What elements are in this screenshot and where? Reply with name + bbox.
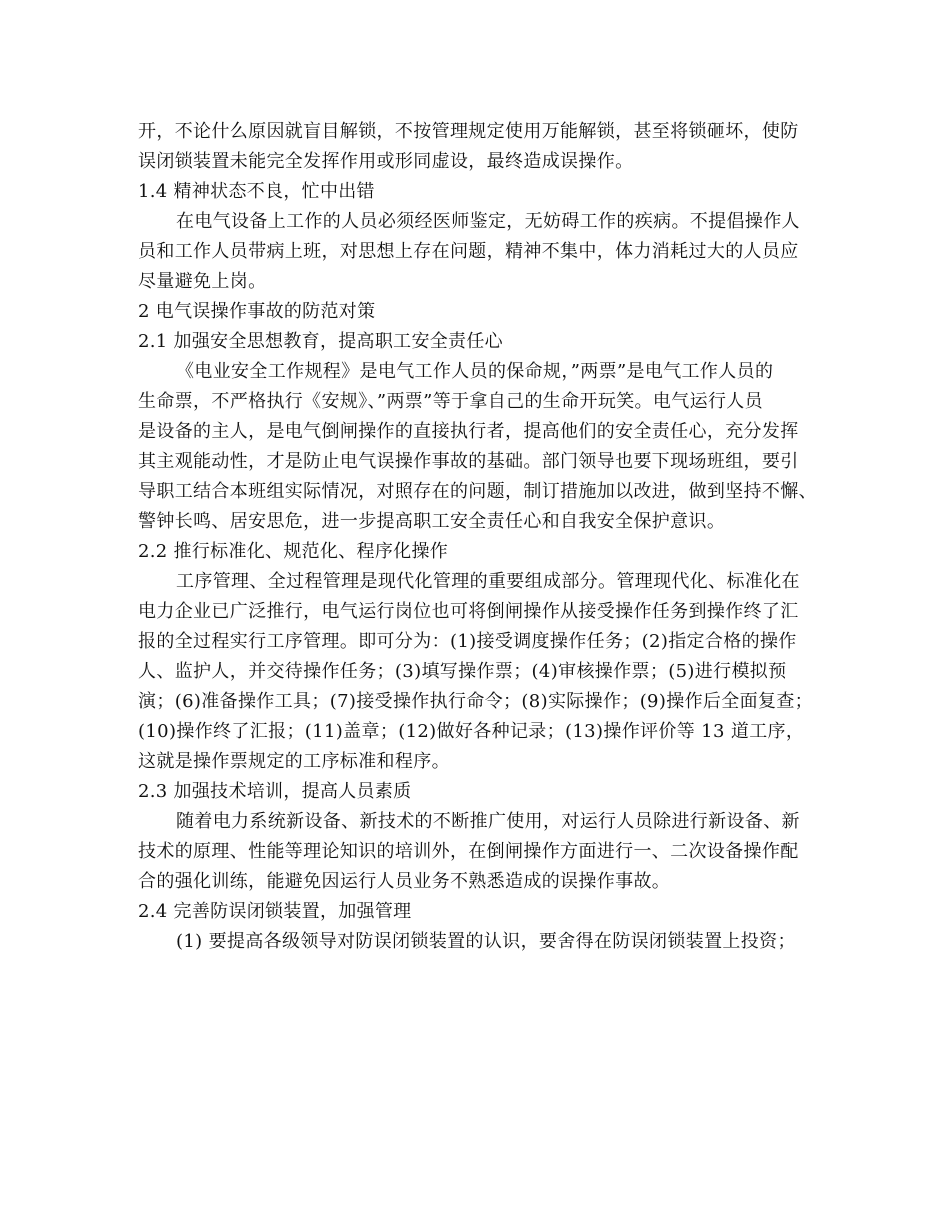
text-line: 人、监护人，并交待操作任务；(3)填写操作票；(4)审核操作票；(5)进行模拟预 — [138, 661, 787, 682]
text-line: 误闭锁装置未能完全发挥作用或形同虚设，最终造成误操作。 — [138, 151, 634, 172]
text-line: 技术的原理、性能等理论知识的培训外，在倒闸操作方面进行一、二次设备操作配 — [138, 841, 799, 862]
text-line: 随着电力系统新设备、新技术的不断推广使用，对运行人员除进行新设备、新 — [176, 811, 800, 832]
text-line: (1) 要提高各级领导对防误闭锁装置的认识，要舍得在防误闭锁装置上投资； — [176, 931, 796, 952]
text-line: 工序管理、全过程管理是现代化管理的重要组成部分。管理现代化、标准化在 — [176, 571, 800, 592]
text-line: 合的强化训练，能避免因运行人员业务不熟悉造成的误操作事故。 — [138, 871, 671, 892]
section-heading: 2 电气误操作事故的防范对策 — [138, 301, 376, 322]
text-line: 开，不论什么原因就盲目解锁，不按管理规定使用万能解锁，甚至将锁砸坏，使防 — [138, 121, 799, 142]
text-line: 演；(6)准备操作工具；(7)接受操作执行命令；(8)实际操作；(9)操作后全面复查； — [138, 691, 814, 712]
text-line: 员和工作人员带病上班，对思想上存在问题，精神不集中，体力消耗过大的人员应 — [138, 241, 799, 262]
section-heading: 2.4 完善防误闭锁装置，加强管理 — [138, 901, 412, 922]
section-heading: 2.1 加强安全思想教育，提高职工安全责任心 — [138, 331, 503, 352]
document-body — [138, 117, 816, 957]
text-line: 其主观能动性，才是防止电气误操作事故的基础。部门领导也要下现场班组，要引 — [138, 451, 799, 472]
text-line: 警钟长鸣、居安思危，进一步提高职工安全责任心和自我安全保护意识。 — [138, 511, 726, 532]
text-line: 导职工结合本班组实际情况，对照存在的问题，制订措施加以改进，做到坚持不懈、 — [138, 481, 817, 502]
text-line: 这就是操作票规定的工序标准和程序。 — [138, 751, 450, 772]
text-line: 尽量避免上岗。 — [138, 271, 267, 292]
text-line: 是设备的主人，是电气倒闸操作的直接执行者，提高他们的安全责任心，充分发挥 — [138, 421, 799, 442]
text-line: (10)操作终了汇报；(11)盖章；(12)做好各种记录；(13)操作评价等 13 道工序， — [138, 721, 805, 742]
text-line: 在电气设备上工作的人员必须经医师鉴定，无妨碍工作的疾病。不提倡操作人 — [176, 211, 800, 232]
section-heading: 2.2 推行标准化、规范化、程序化操作 — [138, 541, 449, 562]
text-line: 生命票，不严格执行《安规》、”两票”等于拿自己的生命开玩笑。电气运行人员 — [138, 391, 764, 412]
text-line: 报的全过程实行工序管理。即可分为：(1)接受调度操作任务；(2)指定合格的操作 — [138, 631, 797, 652]
section-heading: 2.3 加强技术培训，提高人员素质 — [138, 781, 412, 802]
text-line: 《电业安全工作规程》是电气工作人员的保命规，”两票”是电气工作人员的 — [176, 361, 774, 382]
section-heading: 1.4 精神状态不良，忙中出错 — [138, 181, 375, 202]
text-line: 电力企业已广泛推行，电气运行岗位也可将倒闸操作从接受操作任务到操作终了汇 — [138, 601, 799, 622]
